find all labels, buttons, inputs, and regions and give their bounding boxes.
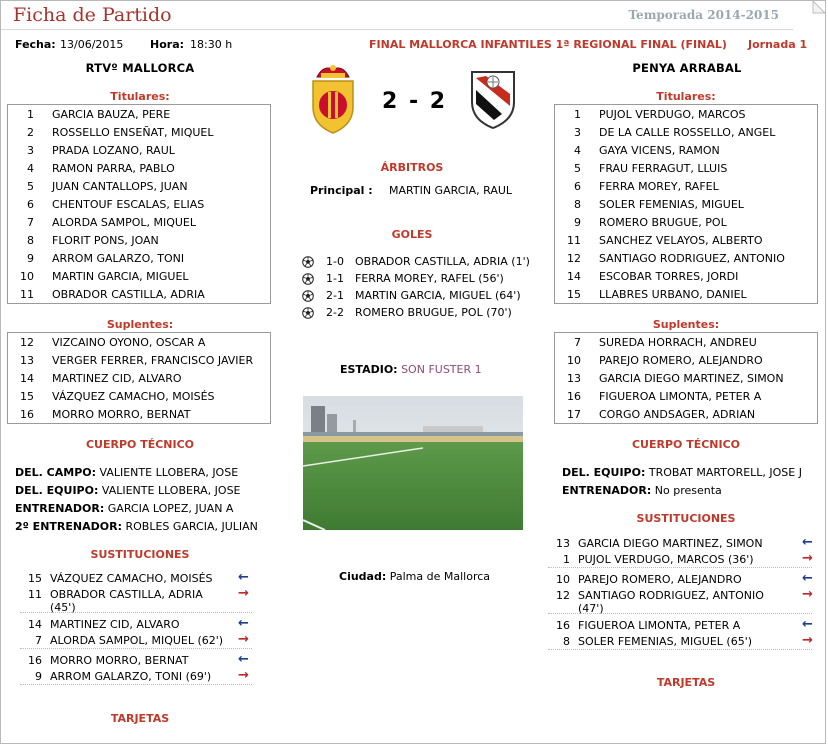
player-row — [8, 106, 270, 124]
staff-name: GARCIA LOPEZ, JUAN A — [107, 502, 234, 515]
player-row — [555, 196, 817, 214]
home-substitutions-title: SUSTITUCIONES — [90, 548, 190, 561]
divider — [548, 613, 812, 614]
player-row — [8, 250, 270, 268]
arrow-right-icon: → — [802, 551, 813, 566]
player-row — [555, 370, 817, 388]
home-crest-icon — [307, 63, 359, 135]
player-row — [8, 370, 270, 388]
player-row — [555, 352, 817, 370]
stadium-photo — [303, 396, 523, 530]
staff-row — [15, 502, 233, 515]
player-name: MORRO MORRO, BERNAT — [52, 408, 191, 421]
player-name: MARTIN GARCIA, MIGUEL — [52, 270, 189, 283]
player-number: 2 — [27, 126, 34, 139]
player-row — [555, 232, 817, 250]
player-row — [8, 160, 270, 178]
player-name: GAYA VICENS, RAMON — [599, 144, 720, 157]
player-row — [555, 106, 817, 124]
player-name: CHENTOUF ESCALAS, ELIAS — [52, 198, 205, 211]
player-row — [8, 406, 270, 424]
staff-name: ROBLES GARCIA, JULIAN — [125, 520, 258, 533]
sub-player: VÁZQUEZ CAMACHO, MOISÉS — [50, 572, 213, 585]
soccer-ball-icon — [302, 273, 314, 285]
goal-scorer: FERRA MOREY, RAFEL (56') — [355, 272, 504, 285]
match-score: 2 - 2 — [382, 89, 448, 114]
away-staff-title: CUERPO TÉCNICO — [631, 438, 741, 451]
player-name: LLABRES URBANO, DANIEL — [599, 288, 747, 301]
away-starters-label: Titulares: — [656, 90, 716, 103]
player-number: 16 — [567, 390, 581, 403]
player-name: FLORIT PONS, JOAN — [52, 234, 159, 247]
away-starters-list — [554, 104, 818, 304]
player-number: 10 — [20, 270, 34, 283]
sub-number: 1 — [563, 553, 570, 566]
sub-player: ARROM GALARZO, TONI (69') — [50, 670, 212, 683]
player-number: 1 — [27, 108, 34, 121]
divider — [20, 612, 252, 613]
player-number: 15 — [567, 288, 581, 301]
sub-player: FIGUEROA LIMONTA, PETER A — [578, 619, 741, 632]
player-name: CORGO ANDSAGER, ADRIAN — [599, 408, 756, 421]
player-row — [555, 214, 817, 232]
player-row — [555, 388, 817, 406]
away-subs-label: Suplentes: — [652, 318, 720, 331]
staff-row — [15, 520, 258, 533]
player-row — [555, 334, 817, 352]
sub-number: 16 — [28, 654, 42, 667]
player-row — [8, 352, 270, 370]
player-row — [8, 142, 270, 160]
player-number: 16 — [20, 408, 34, 421]
player-name: PUJOL VERDUGO, MARCOS — [599, 108, 746, 121]
sub-number: 9 — [35, 670, 42, 683]
home-cards-title: TARJETAS — [110, 712, 170, 725]
player-number: 8 — [574, 198, 581, 211]
goal-score: 1-0 — [326, 255, 344, 268]
player-number: 7 — [574, 336, 581, 349]
player-name: ARROM GALARZO, TONI — [52, 252, 185, 265]
staff-name: VALIENTE LLOBERA, JOSE — [101, 484, 241, 497]
player-number: 3 — [27, 144, 34, 157]
player-number: 5 — [574, 162, 581, 175]
arrow-left-icon: ← — [802, 617, 813, 632]
sub-number: 11 — [28, 588, 42, 601]
player-row — [8, 214, 270, 232]
sub-player: PUJOL VERDUGO, MARCOS (36') — [578, 553, 754, 566]
city-label: Ciudad: — [339, 570, 387, 583]
player-name: RAMON PARRA, PABLO — [52, 162, 175, 175]
player-number: 13 — [20, 354, 34, 367]
date-label: Fecha: — [15, 38, 56, 51]
soccer-ball-icon — [302, 307, 314, 319]
player-row — [8, 178, 270, 196]
player-name: SOLER FEMENIAS, MIGUEL — [599, 198, 744, 211]
match-hour: 18:30 h — [190, 38, 233, 51]
player-name: ALORDA SAMPOL, MIQUEL — [52, 216, 196, 229]
sub-player: MORRO MORRO, BERNAT — [50, 654, 189, 667]
divider — [548, 649, 812, 650]
staff-role: DEL. EQUIPO: — [562, 466, 646, 479]
player-name: VIZCAINO OYONO, OSCAR A — [52, 336, 206, 349]
competition-name: FINAL MALLORCA INFANTILES 1ª REGIONAL FINAL (FINAL) — [369, 38, 727, 51]
player-name: FERRA MOREY, RAFEL — [599, 180, 719, 193]
player-number: 17 — [567, 408, 581, 421]
home-staff-title: CUERPO TÉCNICO — [85, 438, 195, 451]
city-line — [339, 570, 490, 583]
player-name: JUAN CANTALLOPS, JUAN — [52, 180, 188, 193]
staff-role: DEL. CAMPO: — [15, 466, 97, 479]
player-row — [8, 124, 270, 142]
player-number: 14 — [567, 270, 581, 283]
player-number: 15 — [20, 390, 34, 403]
player-row — [555, 178, 817, 196]
away-subs-list — [554, 332, 818, 424]
away-cards-title: TARJETAS — [656, 676, 716, 689]
player-name: PRADA LOZANO, RAUL — [52, 144, 175, 157]
away-substitutions-title: SUSTITUCIONES — [636, 512, 736, 525]
season-label: Temporada 2014-2015 — [628, 8, 779, 22]
player-name: PAREJO ROMERO, ALEJANDRO — [599, 354, 763, 367]
player-name: SUREDA HORRACH, ANDREU — [599, 336, 757, 349]
player-name: SANCHEZ VELAYOS, ALBERTO — [599, 234, 763, 247]
staff-role: DEL. EQUIPO: — [15, 484, 99, 497]
goal-scorer: MARTIN GARCIA, MIGUEL (64') — [355, 289, 521, 302]
arrow-left-icon: ← — [802, 571, 813, 586]
sub-number: 12 — [556, 589, 570, 602]
home-subs-label: Suplentes: — [106, 318, 174, 331]
player-number: 3 — [574, 126, 581, 139]
player-row — [8, 268, 270, 286]
staff-row — [15, 484, 241, 497]
match-date: 13/06/2015 — [60, 38, 124, 51]
player-row — [8, 388, 270, 406]
page-curl-icon — [793, 1, 825, 30]
player-name: GARCIA BAUZA, PERE — [52, 108, 171, 121]
player-name: ROMERO BRUGUE, POL — [599, 216, 727, 229]
sub-number: 10 — [556, 573, 570, 586]
referees-title: ÁRBITROS — [380, 161, 444, 174]
player-number: 6 — [27, 198, 34, 211]
page-title: Ficha de Partido — [13, 4, 172, 26]
player-number: 10 — [567, 354, 581, 367]
divider — [20, 684, 252, 685]
player-name: FIGUEROA LIMONTA, PETER A — [599, 390, 762, 403]
player-row — [555, 268, 817, 286]
player-number: 4 — [574, 144, 581, 157]
sub-number: 15 — [28, 572, 42, 585]
player-number: 7 — [27, 216, 34, 229]
divider — [20, 648, 252, 649]
staff-role: ENTRENADOR: — [15, 502, 105, 515]
staff-row — [15, 466, 238, 479]
sub-number: 8 — [563, 635, 570, 648]
principal-referee: MARTIN GARCIA, RAUL — [389, 184, 513, 197]
city-name: Palma de Mallorca — [389, 570, 491, 583]
sub-number: 16 — [556, 619, 570, 632]
player-number: 9 — [27, 252, 34, 265]
staff-row — [562, 484, 722, 497]
sub-player: OBRADOR CASTILLA, ADRIA (45') — [50, 588, 203, 614]
player-name: DE LA CALLE ROSSELLO, ANGEL — [599, 126, 776, 139]
player-number: 14 — [20, 372, 34, 385]
arrow-left-icon: ← — [802, 535, 813, 550]
goal-score: 1-1 — [326, 272, 344, 285]
arrow-right-icon: → — [802, 587, 813, 602]
sub-number: 13 — [556, 537, 570, 550]
arrow-left-icon: ← — [238, 616, 249, 631]
sub-player: SANTIAGO RODRIGUEZ, ANTONIO (47') — [578, 589, 764, 615]
header-bar — [1, 1, 825, 30]
player-name: FRAU FERRAGUT, LLUIS — [599, 162, 728, 175]
goal-scorer: OBRADOR CASTILLA, ADRIA (1') — [355, 255, 530, 268]
principal-label: Principal : — [310, 184, 373, 197]
staff-name: TROBAT MARTORELL, JOSE J — [648, 466, 802, 479]
sub-player: SOLER FEMENIAS, MIGUEL (65') — [578, 635, 753, 648]
player-name: VERGER FERRER, FRANCISCO JAVIER — [52, 354, 254, 367]
player-number: 13 — [567, 372, 581, 385]
player-name: SANTIAGO RODRIGUEZ, ANTONIO — [599, 252, 785, 265]
player-number: 9 — [574, 216, 581, 229]
player-number: 11 — [567, 234, 581, 247]
staff-role: ENTRENADOR: — [562, 484, 652, 497]
player-number: 12 — [20, 336, 34, 349]
player-number: 1 — [574, 108, 581, 121]
player-name: VÁZQUEZ CAMACHO, MOISÉS — [52, 390, 215, 403]
staff-role: 2º ENTRENADOR: — [15, 520, 122, 533]
sub-number: 14 — [28, 618, 42, 631]
sub-player: GARCIA DIEGO MARTINEZ, SIMON — [578, 537, 763, 550]
player-row — [555, 142, 817, 160]
player-row — [555, 406, 817, 424]
player-number: 8 — [27, 234, 34, 247]
home-starters-label: Titulares: — [110, 90, 170, 103]
away-crest-icon — [468, 68, 518, 130]
player-number: 5 — [27, 180, 34, 193]
goals-title: GOLES — [391, 228, 433, 241]
soccer-ball-icon — [302, 256, 314, 268]
staff-name: No presenta — [654, 484, 722, 497]
home-starters-list — [7, 104, 271, 304]
player-number: 11 — [20, 288, 34, 301]
hour-label: Hora: — [150, 38, 185, 51]
goal-score: 2-2 — [326, 306, 344, 319]
arrow-right-icon: → — [238, 632, 249, 647]
arrow-right-icon: → — [238, 586, 249, 601]
player-row — [8, 196, 270, 214]
player-number: 4 — [27, 162, 34, 175]
stadium-link[interactable]: SON FUSTER 1 — [401, 363, 482, 376]
sub-number: 7 — [35, 634, 42, 647]
player-name: ROSSELLO ENSEÑAT, MIQUEL — [52, 126, 214, 139]
divider — [548, 567, 812, 568]
arrow-right-icon: → — [238, 668, 249, 683]
goal-score: 2-1 — [326, 289, 344, 302]
player-row — [555, 124, 817, 142]
goal-scorer: ROMERO BRUGUE, POL (70') — [355, 306, 512, 319]
home-subs-list — [7, 332, 271, 424]
player-row — [555, 250, 817, 268]
player-row — [8, 286, 270, 304]
stadium-label: ESTADIO: — [340, 363, 398, 376]
sub-player: MARTINEZ CID, ALVARO — [50, 618, 180, 631]
soccer-ball-icon — [302, 290, 314, 302]
staff-name: VALIENTE LLOBERA, JOSE — [99, 466, 239, 479]
sub-player: PAREJO ROMERO, ALEJANDRO — [578, 573, 742, 586]
round-label: Jornada 1 — [748, 38, 808, 51]
player-name: OBRADOR CASTILLA, ADRIA — [52, 288, 205, 301]
player-number: 6 — [574, 180, 581, 193]
player-name: ESCOBAR TORRES, JORDI — [599, 270, 739, 283]
player-row — [555, 286, 817, 304]
player-row — [8, 334, 270, 352]
player-row — [555, 160, 817, 178]
arrow-right-icon: → — [802, 633, 813, 648]
sub-player: ALORDA SAMPOL, MIQUEL (62') — [50, 634, 224, 647]
staff-row — [562, 466, 802, 479]
player-name: MARTINEZ CID, ALVARO — [52, 372, 182, 385]
stadium-line — [340, 363, 482, 376]
arrow-left-icon: ← — [238, 570, 249, 585]
home-team-name: RTVº MALLORCA — [85, 61, 195, 75]
player-number: 12 — [567, 252, 581, 265]
arrow-left-icon: ← — [238, 652, 249, 667]
away-team-name: PENYA ARRABAL — [632, 61, 742, 75]
player-name: GARCIA DIEGO MARTINEZ, SIMON — [599, 372, 784, 385]
player-row — [8, 232, 270, 250]
